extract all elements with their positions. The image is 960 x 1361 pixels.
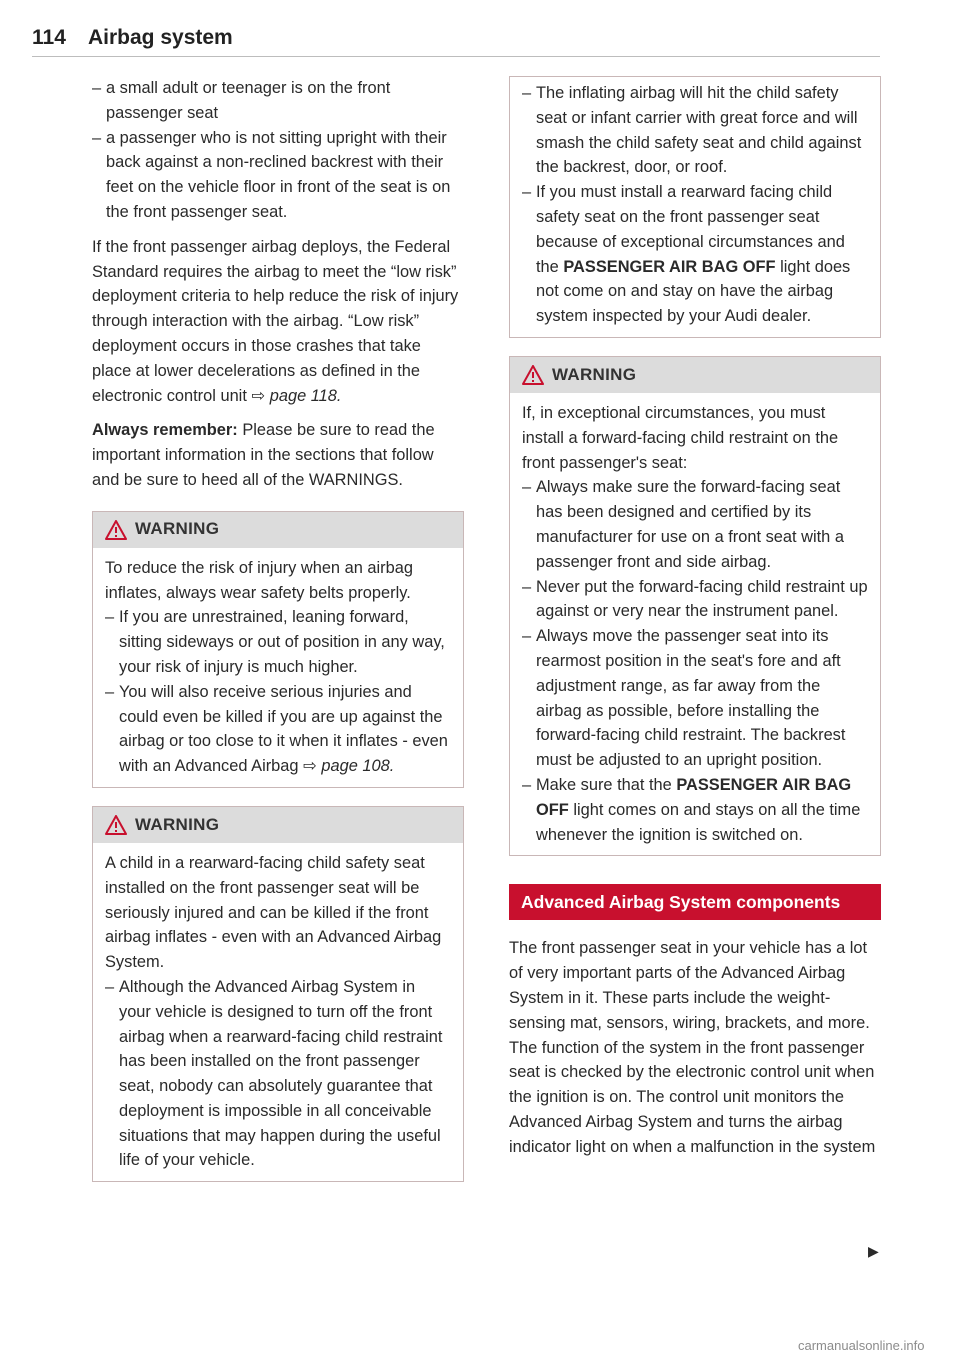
right-column [509, 76, 881, 1169]
paragraph [92, 235, 464, 409]
list-item [522, 180, 868, 329]
warning-box [92, 511, 464, 788]
section-title: Airbag system [88, 26, 233, 49]
page-reference-link[interactable]: ⇨ page 108. [303, 757, 395, 776]
warning-intro: If, in exceptional circumstances, you must install a forward-facing child restraint on the front passenger's seat: [522, 403, 839, 472]
list-item-text: If you must install a rearward facing child safety seat on the front passenger seat because of exceptional circumstances and the [536, 183, 845, 276]
list-item: – If you are unrestrained, leaning forward, sitting sideways or out of position in any way, your risk of injury is much higher. [105, 605, 451, 679]
warning-body [93, 548, 463, 787]
section-heading: Advanced Airbag System components [509, 884, 881, 920]
section-paragraph: The front passenger seat in your vehicle has a lot of very important parts of the Advanced Airbag System in it. These parts include the weight-sensing mat, sensors, wiring, brackets, and more. The function of the system in the front passenger seat is checked by the electronic control unit when the ignition is on. The control unit monitors the Advanced Airbag System and turns the airbag indicator light on when a malfunction in the system [509, 939, 876, 1156]
list-item-text: You will also receive serious injuries and could even be killed if you are up against the airbag or too close to it when it inflates - even with an Advanced Airbag [119, 682, 448, 776]
left-column [92, 76, 464, 1200]
warning-triangle-icon [105, 520, 127, 540]
list-item: – Always make sure the forward-facing seat has been designed and certified by its manufacturer for use on a front seat with a passenger front and side airbag. [522, 475, 868, 574]
warning-body [93, 843, 463, 1181]
paragraph-text: If the front passenger airbag deploys, the Federal Standard requires the airbag to meet the “low risk” deployment criteria to help reduce the risk of injury through interaction with the airbag. “Low risk” deployment occurs in those crashes that take place at lower decelerations as defined in the electronic control unit [92, 237, 459, 405]
list-item: – Although the Advanced Airbag System in your vehicle is designed to turn off the front airbag when a rearward-facing child restraint has been installed on the front passenger seat, nobody can absolutely guarantee that deployment is impossible in all conceivable situations that may happen during the useful life of your vehicle. [105, 975, 451, 1173]
list-item: – Always move the passenger seat into its rearmost position in the seat's fore and aft adjustment range, as far away from the airbag as possible, before installing the forward-facing child restraint. The backrest must be adjusted to an upright position. [522, 624, 868, 773]
list-item [522, 773, 868, 847]
warning-intro: To reduce the risk of injury when an airbag inflates, always wear safety belts properly. [105, 558, 413, 602]
list-item: – Never put the forward-facing child restraint up against or very near the instrument panel. [522, 575, 868, 625]
warning-triangle-icon [522, 365, 544, 385]
warning-label: WARNING [552, 364, 637, 384]
warning-label: WARNING [135, 814, 220, 834]
indicator-name: PASSENGER AIR BAG OFF [536, 775, 852, 819]
list-item: – a small adult or teenager is on the front passenger seat [92, 76, 464, 126]
watermark: carmanualsonline.info [798, 1338, 925, 1353]
bold-lead: Always remember: [92, 421, 238, 440]
page-header [32, 26, 880, 57]
list-item-text: Make sure that the [536, 775, 677, 794]
warning-triangle-icon [105, 815, 127, 835]
warning-box [92, 806, 464, 1182]
warning-header [93, 807, 463, 843]
warning-continuation-box [509, 76, 881, 338]
continue-arrow-icon: ▶ [868, 1243, 879, 1259]
page-number: 114 [32, 26, 66, 49]
warning-body [510, 393, 880, 855]
page-reference-link[interactable]: ⇨ page 118. [251, 386, 342, 405]
list-item [105, 680, 451, 779]
paragraph-text: Please be sure to read the important information in the sections that follow and be sure to heed all of the WARNINGS. [92, 421, 435, 489]
warning-header [93, 512, 463, 548]
warning-box [509, 356, 881, 856]
warning-label: WARNING [135, 519, 220, 539]
list-item: – The inflating airbag will hit the child safety seat or infant carrier with great force and will smash the child safety seat and child against the backrest, door, or roof. [522, 81, 868, 180]
list-item-text: light does not come on and stay on have the airbag system inspected by your Audi dealer. [536, 257, 851, 326]
warning-intro: A child in a rearward-facing child safety seat installed on the front passenger seat will be seriously injured and can be killed if the front airbag inflates - even with an Advanced Airbag System. [105, 853, 442, 972]
list-item-text: light comes on and stays on all the time whenever the ignition is switched on. [536, 800, 861, 844]
paragraph [92, 418, 464, 492]
warning-header [510, 357, 880, 393]
indicator-name: PASSENGER AIR BAG OFF [563, 257, 776, 276]
list-item: – a passenger who is not sitting upright with their back against a non-reclined backrest with their feet on the vehicle floor in front of the seat is on the front passenger seat. [92, 126, 464, 225]
